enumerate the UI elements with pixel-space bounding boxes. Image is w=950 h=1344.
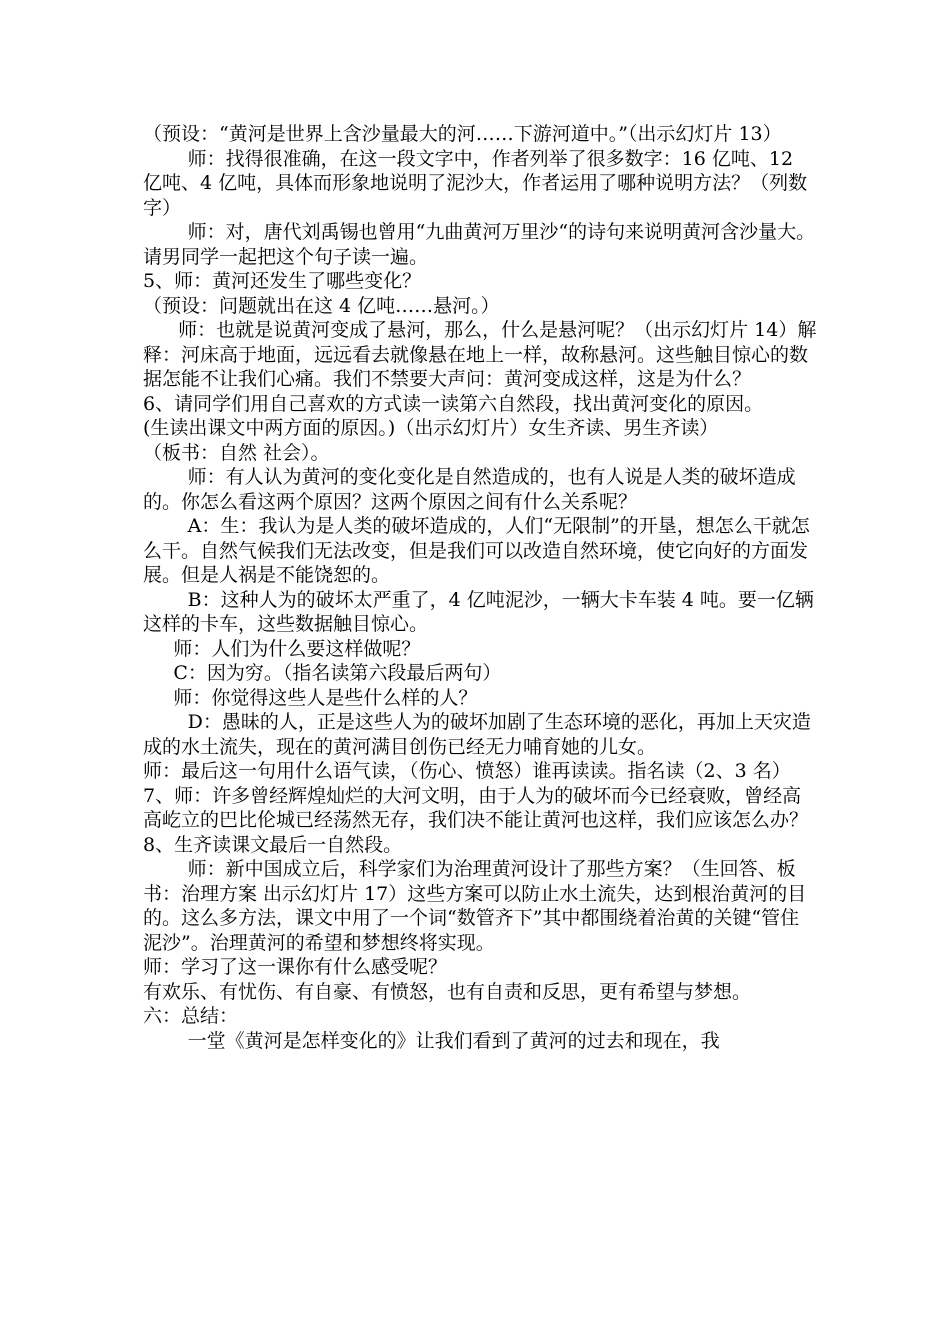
paragraph-step-6: 6、请同学们用自己喜欢的方式读一读第六自然段，找出黄河变化的原因。: [143, 392, 764, 415]
paragraph-board-note: （板书：自然 社会）。: [143, 441, 330, 464]
paragraph-teacher-what-people: 师：你觉得这些人是些什么样的人？: [173, 686, 478, 709]
paragraph-teacher-causes: 师：有人认为黄河的变化变化是自然造成的，也有人说是人类的破坏造成的。你怎么看这两个原因？这两个原因之间有什么关系呢？: [143, 466, 796, 513]
paragraph-summary-text: 一堂《黄河是怎样变化的》让我们看到了黄河的过去和现在，我: [187, 1029, 720, 1052]
paragraph-step-7: 7、师：许多曾经辉煌灿烂的大河文明，由于人为的破坏而今已经衰败，曾经高高屹立的巴比伦城已经荡然无存，我们决不能让黄河也这样，我们应该怎么办？: [143, 784, 809, 831]
paragraph-answer-b: B：这种人为的破坏太严重了，4 亿吨泥沙，一辆大卡车装 4 吨。要一亿辆这样的卡车，这些数据触目惊心。: [143, 588, 814, 635]
paragraph-teacher-tone: 师：最后这一句用什么语气读，（伤心、愤怒）谁再读读。指名读（2、3 名）: [143, 760, 791, 782]
paragraph-teacher-plans: 师：新中国成立后，科学家们为治理黄河设计了那些方案？（生回答、板书：治理方案 出示幻灯片 17）这些方案可以防止水土流失，达到根治黄河的目的。这么多方法，课文中用了一个词“数管齐下”其中都围绕着治黄的关键“管住泥沙”。治理黄河的希望和梦想终将实现。: [143, 858, 807, 954]
paragraph-step-5: 5、师：黄河还发生了哪些变化？: [143, 270, 422, 292]
paragraph-feelings-answer: 有欢乐、有忧伤、有自豪、有愤怒，也有自责和反思，更有希望与梦想。: [143, 980, 752, 1003]
document-body: [143, 122, 818, 1053]
paragraph-answer-a: A：生：我认为是人类的破坏造成的，人们“无限制”的开垦，想怎么干就怎么干。自然气候我们无法改变，但是我们可以改造自然环境，使它向好的方面发展。但是人祸是不能饶恕的。: [143, 515, 810, 586]
paragraph-teacher-why: 师：人们为什么要这样做呢？: [173, 637, 421, 660]
paragraph-summary-heading: 六：总结：: [143, 1005, 239, 1027]
paragraph-preset-2: （预设：问题就出在这 4 亿吨……悬河。）: [143, 294, 500, 317]
paragraph-answer-c: C：因为穷。（指名读第六段最后两句）: [173, 662, 502, 684]
paragraph-step-8: 8、生齐读课文最后一自然段。: [143, 833, 403, 856]
paragraph-preset-1: （预设：“黄河是世界上含沙量最大的河……下游河道中。”（出示幻灯片 13）: [143, 123, 782, 145]
paragraph-teacher-suspended-river: 师：也就是说黄河变成了悬河，那么，什么是悬河呢？（出示幻灯片 14）解释：河床高于地面，远远看去就像悬在地上一样，故称悬河。这些触目惊心的数据怎能不让我们心痛。我们不禁要大声问：黄河变成这样，这是为什么？: [143, 319, 817, 390]
paragraph-teacher-feelings: 师：学习了这一课你有什么感受呢？: [143, 956, 448, 978]
paragraph-teacher-numbers: 师：找得很准确，在这一段文字中，作者列举了很多数字：16 亿吨、12 亿吨、4 亿吨，具体而形象地说明了泥沙大，作者运用了哪种说明方法？（列数字）: [143, 147, 808, 219]
paragraph-student-reading: (生读出课文中两方面的原因。)（出示幻灯片）女生齐读、男生齐读）: [143, 417, 719, 439]
paragraph-answer-d: D：愚昧的人，正是这些人为的破坏加剧了生态环境的恶化，再加上天灾造成的水土流失，现在的黄河满目创伤已经无力哺育她的儿女。: [143, 711, 811, 758]
paragraph-teacher-poem: 师：对，唐代刘禹锡也曾用“九曲黄河万里沙“的诗句来说明黄河含沙量大。请男同学一起把这个句子读一遍。: [143, 221, 816, 268]
